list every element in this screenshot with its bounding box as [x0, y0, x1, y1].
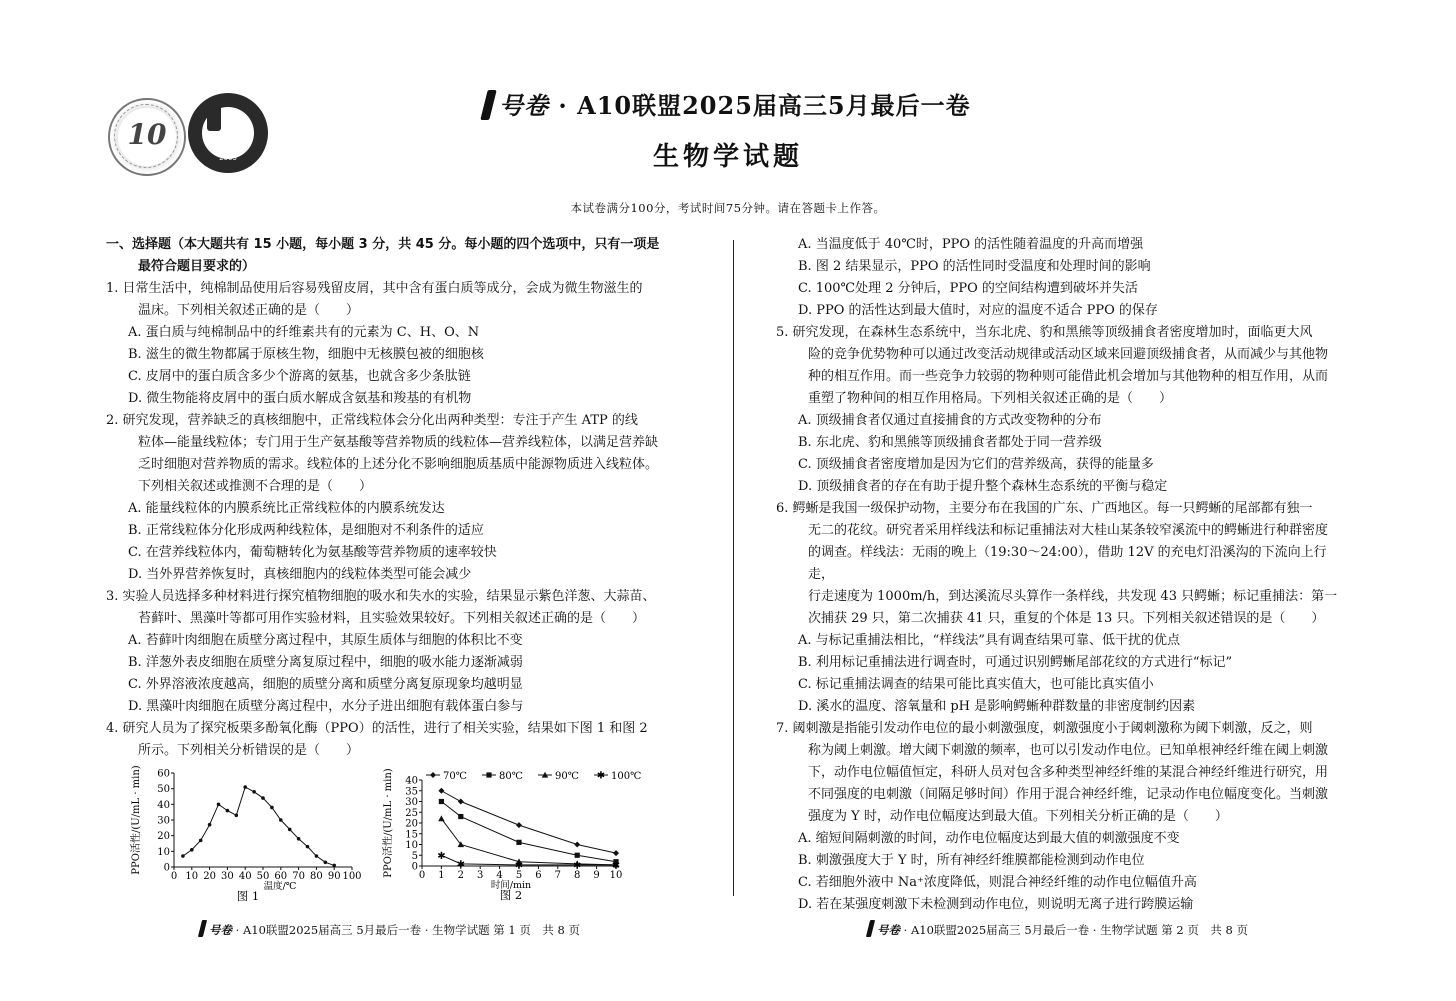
- question-stem-cont: 行走速度为 1000m/h，到达溪流尽头算作一条样线，共发现 43 只鳄蜥；标记重捕法：第一: [808, 589, 1338, 604]
- exam-note: 本试卷满分100分，考试时间75分钟。请在答题卡上作答。: [570, 201, 886, 215]
- option-a: A. 与标记重捕法相比，“样线法”具有调查结果可靠、低干扰的优点: [798, 633, 1180, 648]
- option-b: B. 刺激强度大于 Y 时，所有神经纤维膜都能检测到动作电位: [798, 853, 1145, 868]
- x-tick-label: 80: [310, 871, 323, 882]
- option-a: A. 蛋白质与纯棉制品中的纤维素共有的元素为 C、H、O、N: [128, 325, 480, 340]
- option-c: C. 顶级捕食者密度增加是因为它们的营养级高，获得的能量多: [798, 457, 1154, 472]
- y-tick-label: 10: [405, 840, 418, 851]
- y-tick-label: 5: [411, 850, 418, 862]
- data-point: [190, 848, 194, 852]
- question-7: [776, 718, 1351, 916]
- data-point: ✱: [573, 860, 582, 872]
- data-point: [575, 853, 580, 858]
- brand-stroke-icon: [866, 920, 875, 937]
- y-tick-label: 30: [157, 815, 170, 827]
- left-column: [106, 234, 692, 762]
- x-tick-label: 100: [342, 871, 362, 882]
- x-tick-label: 7: [554, 870, 561, 881]
- x-tick-label: 60: [274, 871, 288, 882]
- x-tick-label: 30: [221, 871, 234, 882]
- section-heading: 一、选择题（本大题共有 15 小题，每小题 3 分，共 45 分。每小题的四个选项中，只有一项是: [106, 237, 660, 252]
- x-tick-label: 0: [170, 871, 178, 882]
- x-tick-label: 40: [238, 871, 252, 882]
- y-tick-label: 35: [405, 786, 418, 798]
- question-stem: 3. 实验人员选择多种材料进行探究植物细胞的吸水和失水的实验，结果显示紫色洋葱、大蒜苗、: [106, 589, 656, 604]
- option-c: C. 100℃处理 2 分钟后，PPO 的空间结构遭到破坏并失活: [798, 281, 1138, 296]
- option-a: A. 缩短间隔刺激的时间，动作电位幅度达到最大值的刺激强度不变: [798, 831, 1180, 846]
- y-axis-label: PPO活性/(U/mL · min): [131, 765, 142, 875]
- question-stem-cont: 乏时细胞对营养物质的需求。线粒体的上述分化不影响细胞质基质中能源物质进入线粒体。: [138, 457, 659, 472]
- y-tick-label: 40: [405, 775, 418, 787]
- data-point: [279, 818, 283, 822]
- option-d: D. 黑藻叶肉细胞在质壁分离过程中，水分子进出细胞有载体蛋白参与: [128, 699, 524, 714]
- x-axis-label: 温度/℃: [263, 881, 297, 892]
- data-point: [181, 854, 185, 858]
- question-4-options: [776, 234, 1351, 322]
- exam-title-text: A10联盟2025届高三5月最后一卷: [577, 91, 971, 120]
- column-divider: [733, 240, 734, 896]
- option-b: B. 东北虎、豹和黑熊等顶级捕食者都处于同一营养级: [798, 435, 1102, 450]
- question-stem-cont: 下，动作电位幅值恒定，科研人员对包含多种类型神经纤维的某混合神经纤维进行研究，用: [808, 765, 1329, 780]
- series-line: [441, 855, 616, 865]
- x-tick-label: 4: [496, 870, 503, 881]
- question-stem-cont: 无二的花纹。研究者采用样线法和标记重捕法对大桂山某条较窄溪流中的鳄蜥进行种群密度: [808, 523, 1329, 538]
- data-point: [235, 814, 239, 818]
- option-b: B. 洋葱外表皮细胞在质壁分离复原过程中，细胞的吸水能力逐渐减弱: [128, 655, 523, 670]
- data-point: [243, 785, 247, 789]
- option-c: C. 在营养线粒体内，葡萄糖转化为氨基酸等营养物质的速率较快: [128, 545, 497, 560]
- question-stem: 6. 鳄蜥是我国一级保护动物，主要分布在我国的广东、广西地区。每一只鳄蜥的尾部都有独一: [776, 501, 1313, 516]
- option-c: C. 若细胞外液中 Na⁺浓度降低，则混合神经纤维的动作电位幅值升高: [798, 875, 1197, 890]
- data-point: [208, 823, 212, 827]
- y-tick-label: 15: [405, 829, 418, 841]
- exam-title: 号卷 · A10联盟2025届高三5月最后一卷: [484, 86, 971, 121]
- option-a: A. 顶级捕食者仅通过直接捕食的方式改变物种的分布: [798, 413, 1102, 428]
- data-point: [226, 809, 230, 813]
- y-tick-label: 40: [157, 799, 170, 811]
- legend-label: 80℃: [499, 771, 523, 782]
- option-d: D. 当外界营养恢复时，真核细胞内的线粒体类型可能会减少: [128, 567, 472, 582]
- series-line: [441, 819, 616, 865]
- data-point: [574, 842, 580, 848]
- chart-title: 图 2: [499, 888, 523, 902]
- y-tick-label: 0: [411, 861, 418, 873]
- legend-label: 90℃: [555, 771, 579, 782]
- data-point: [458, 799, 464, 805]
- question-stem-cont: 险的竞争优势物种可以通过改变活动规律或活动区域来回避顶级捕食者，从而减少与其他物: [808, 347, 1329, 362]
- option-c: C. 外界溶液浓度越高，细胞的质壁分离和质壁分离复原现象均越明显: [128, 677, 523, 692]
- question-4: [106, 718, 692, 762]
- y-tick-label: 10: [157, 846, 170, 858]
- y-tick-label: 25: [405, 807, 418, 819]
- option-c: C. 皮屑中的蛋白质含多少个游离的氨基，也就含多少条肽链: [128, 369, 471, 384]
- question-stem-cont: 温床。下列相关叙述正确的是（ ）: [138, 303, 360, 318]
- question-stem-cont: 种的相互作用。而一些竞争力较弱的物种则可能借此机会增加与其他物种的相互作用，从而: [808, 369, 1329, 384]
- chart-title: 图 1: [236, 889, 260, 903]
- option-b: B. 正常线粒体分化形成两种线粒体，是细胞对不利条件的适应: [128, 523, 484, 538]
- data-point: [288, 828, 292, 832]
- x-tick-label: 2: [457, 870, 464, 881]
- y-tick-label: 30: [405, 797, 418, 808]
- data-point: [438, 788, 444, 794]
- a10-alliance-logo: 10: [108, 98, 186, 176]
- question-stem-cont: 称为阈上刺激。增大阈下刺激的频率，也可以引发动作电位。已知单根神经纤维在阈上刺激: [808, 743, 1329, 758]
- option-d: D. 溪水的温度、溶氧量和 pH 是影响鳄蜥种群数量的非密度制约因素: [798, 699, 1196, 714]
- y-tick-label: 20: [157, 831, 170, 843]
- option-d: D. PPO 的活性达到最大值时，对应的温度不适合 PPO 的保存: [798, 303, 1158, 318]
- question-stem-cont: 不同强度的电刺激（间隔足够时间）作用于混合神经纤维，记录动作电位幅度变化。当刺激: [808, 787, 1329, 802]
- series-line: [441, 791, 616, 853]
- x-tick-label: 70: [292, 871, 305, 882]
- option-a: A. 当温度低于 40℃时，PPO 的活性随着温度的升高而增强: [798, 237, 1144, 252]
- question-stem: 1. 日常生活中，纯棉制品使用后容易残留皮屑，其中含有蛋白质等成分，会成为微生物滋生的: [106, 281, 643, 296]
- legend-label: 70℃: [443, 771, 467, 782]
- brand-stroke-icon: [198, 920, 207, 937]
- question-stem-cont: 下列相关叙述或推测不合理的是（ ）: [138, 479, 373, 494]
- footer-left-text: A10联盟2025届高三 5月最后一卷 · 生物学试题 第 1 页 共 8 页: [242, 923, 581, 937]
- x-tick-label: 90: [327, 871, 341, 882]
- data-point: [270, 806, 274, 810]
- footer-right-text: A10联盟2025届高三 5月最后一卷 · 生物学试题 第 2 页 共 8 页: [910, 923, 1249, 937]
- brand-text: 号卷: [499, 91, 549, 120]
- data-point: [438, 815, 444, 821]
- question-1: [106, 278, 692, 410]
- option-b: B. 利用标记重捕法进行调查时，可通过识别鳄蜥尾部花纹的方式进行“标记”: [798, 655, 1233, 670]
- question-stem-cont: 的调查。样线法：无雨的晚上（19:30～24:00），借助 12V 的充电灯沿溪沟的下流向上行走，: [808, 545, 1327, 582]
- question-5: [776, 322, 1351, 498]
- x-tick-label: 10: [185, 871, 199, 882]
- option-d: D. 顶级捕食者的存在有助于提升整个森林生态系统的平衡与稳定: [798, 479, 1168, 494]
- question-6: [776, 498, 1351, 718]
- data-point: [252, 790, 256, 794]
- x-axis-label: 时间/min: [490, 880, 532, 891]
- data-point: [613, 850, 619, 856]
- data-point: [199, 839, 203, 843]
- figure-2-chart: [382, 764, 642, 906]
- data-point: [439, 799, 444, 804]
- data-point: [306, 845, 310, 849]
- question-stem: 5. 研究发现，在森林生态系统中，当东北虎、豹和黑熊等顶级捕食者密度增加时，面临更大风: [776, 325, 1313, 340]
- data-point: [516, 822, 522, 828]
- x-tick-label: 20: [203, 871, 216, 882]
- data-point: [324, 861, 328, 865]
- legend-marker: [486, 772, 491, 777]
- question-stem-cont: 强度为 Y 时，动作电位幅度达到最大值。下列相关分析正确的是（ ）: [808, 809, 1228, 824]
- y-tick-label: 60: [157, 768, 170, 780]
- x-tick-label: 1: [438, 870, 445, 881]
- y-tick-label: 50: [157, 784, 170, 796]
- brand-stroke-icon: [480, 90, 496, 120]
- right-column: [776, 234, 1351, 916]
- x-tick-label: 5: [515, 870, 523, 881]
- question-stem-cont: 重塑了物种间的相互作用格局。下列相关叙述正确的是（ ）: [808, 391, 1173, 406]
- data-point: [315, 854, 319, 858]
- y-tick-label: 20: [405, 818, 418, 830]
- question-stem-cont: 所示。下列相关分析错误的是（ ）: [138, 743, 360, 758]
- question-stem: 2. 研究发现，营养缺乏的真核细胞中，正常线粒体会分化出两种类型：专注于产生 ATP 的线: [106, 413, 638, 428]
- x-tick-label: 0: [418, 870, 426, 881]
- option-a: A. 苔藓叶肉细胞在质壁分离过程中，其原生质体与细胞的体积比不变: [128, 633, 523, 648]
- data-point: [332, 864, 336, 868]
- question-stem: 4. 研究人员为了探究板栗多酚氧化酶（PPO）的活性，进行了相关实验，结果如下图 1 和图 2: [106, 721, 648, 736]
- x-tick-label: 3: [477, 870, 484, 881]
- data-point: [261, 796, 265, 800]
- data-point: [458, 814, 463, 819]
- data-point: ✱: [611, 860, 621, 872]
- footer-left: 号卷 · A10联盟2025届高三 5月最后一卷 · 生物学试题 第 1 页 共 8 页: [200, 920, 580, 938]
- data-point: ✱: [456, 859, 465, 871]
- question-stem-cont: 苔藓叶、黑藻叶等都可用作实验材料，且实验效果较好。下列相关叙述正确的是（ ）: [138, 611, 646, 626]
- option-b: B. 图 2 结果显示，PPO 的活性同时受温度和处理时间的影响: [798, 259, 1151, 274]
- data-point: [516, 840, 521, 845]
- question-stem: 7. 阈刺激是指能引发动作电位的最小刺激强度，刺激强度小于阈刺激称为阈下刺激，反之，则: [776, 721, 1313, 736]
- footer-right: 号卷 · A10联盟2025届高三 5月最后一卷 · 生物学试题 第 2 页 共 8 页: [868, 920, 1248, 938]
- data-point: ✱: [514, 860, 524, 872]
- hanzhi-education-logo: 2005: [188, 93, 268, 173]
- question-3: [106, 586, 692, 718]
- question-stem-cont: 次捕获 29 只，第二次捕获 41 只，重复的个体是 13 只。下列相关叙述错误的是（ ）: [808, 611, 1325, 626]
- x-tick-label: 50: [256, 871, 270, 882]
- legend-marker: ✱: [596, 770, 606, 782]
- option-c: C. 标记重捕法调查的结果可能比真实值大，也可能比真实值小: [798, 677, 1154, 692]
- question-2: [106, 410, 692, 586]
- option-a: A. 能量线粒体的内膜系统比正常线粒体的内膜系统发达: [128, 501, 445, 516]
- legend-marker: [430, 772, 436, 778]
- series-line: [183, 787, 334, 865]
- x-tick-label: 8: [574, 870, 581, 881]
- series-line: [441, 802, 616, 862]
- x-tick-label: 10: [609, 870, 623, 881]
- subject-title: 生物学试题: [652, 142, 803, 172]
- legend-label: 100℃: [611, 771, 642, 782]
- data-point: ✱: [437, 850, 446, 862]
- footer-brand: 号卷: [209, 923, 232, 937]
- option-d: D. 微生物能将皮屑中的蛋白质水解成含氨基和羧基的有机物: [128, 391, 472, 406]
- y-tick-label: 0: [163, 862, 170, 874]
- data-point: [297, 837, 301, 841]
- option-b: B. 滋生的微生物都属于原核生物，细胞中无核膜包被的细胞核: [128, 347, 484, 362]
- x-tick-label: 9: [593, 870, 600, 881]
- x-tick-label: 6: [535, 870, 542, 881]
- question-stem-cont: 粒体—能量线粒体；专门用于生产氨基酸等营养物质的线粒体—营养线粒体，以满足营养缺: [138, 435, 659, 450]
- figure-1-chart: [130, 764, 360, 906]
- footer-brand: 号卷: [877, 923, 900, 937]
- y-axis-label: PPO活性/(U/mL · min): [383, 768, 394, 878]
- section-heading-cont: 最符合题目要求的）: [138, 259, 256, 274]
- data-point: [217, 803, 221, 807]
- option-d: D. 若在某强度刺激下未检测到动作电位，则说明无离子进行跨膜运输: [798, 897, 1194, 912]
